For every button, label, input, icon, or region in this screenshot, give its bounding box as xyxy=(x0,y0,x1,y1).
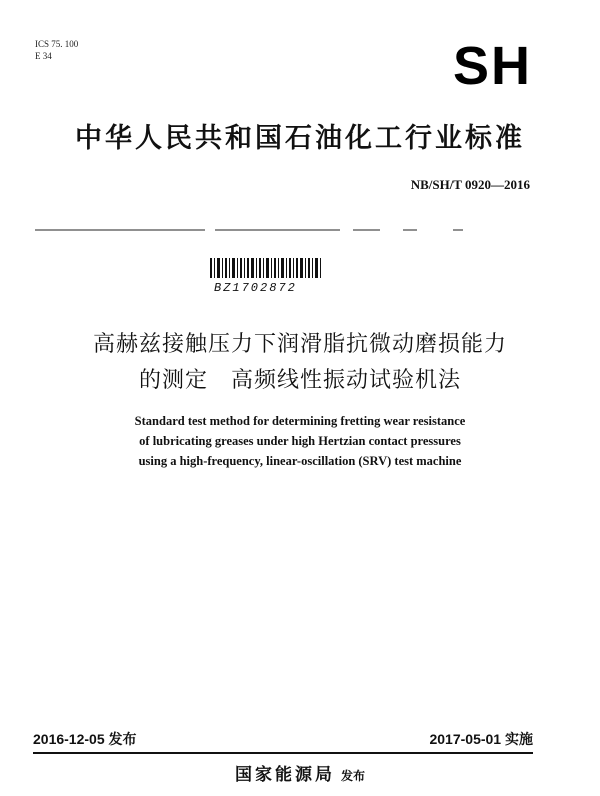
document-title-cn xyxy=(0,327,600,399)
issuer-action: 发布 xyxy=(340,769,365,783)
title-en-line-1: Standard test method for determining fretting wear resistance xyxy=(134,414,466,428)
title-en-line-2: of lubricating greases under high Hertzian contact pressures xyxy=(139,434,461,448)
issuing-organization: 国家能源局 xyxy=(234,765,335,785)
standard-type-title: 中华人民共和国石油化工行业标准 xyxy=(75,123,525,154)
title-cn-line-2: 的测定 高频线性振动试验机法 xyxy=(138,368,461,393)
ics-code: ICS 75. 100 xyxy=(35,39,79,49)
category-code: E 34 xyxy=(35,51,52,61)
classification-block xyxy=(35,38,78,62)
issuer-block xyxy=(0,764,600,787)
implementation-date: 2017-05-01 实施 xyxy=(429,731,533,747)
title-cn-line-1: 高赫兹接触压力下润滑脂抗微动磨损能力 xyxy=(92,332,507,357)
title-en-line-3: using a high-frequency, linear-oscillation (SRV) test machine xyxy=(138,454,462,468)
sh-logo: SH xyxy=(452,36,532,96)
standard-code: NB/SH/T 0920—2016 xyxy=(410,177,530,192)
header-divider xyxy=(35,227,465,233)
document-title-en xyxy=(0,411,600,471)
barcode-number: BZ1702872 xyxy=(214,281,297,295)
issue-date: 2016-12-05 发布 xyxy=(33,731,137,747)
footer-divider xyxy=(33,752,533,754)
